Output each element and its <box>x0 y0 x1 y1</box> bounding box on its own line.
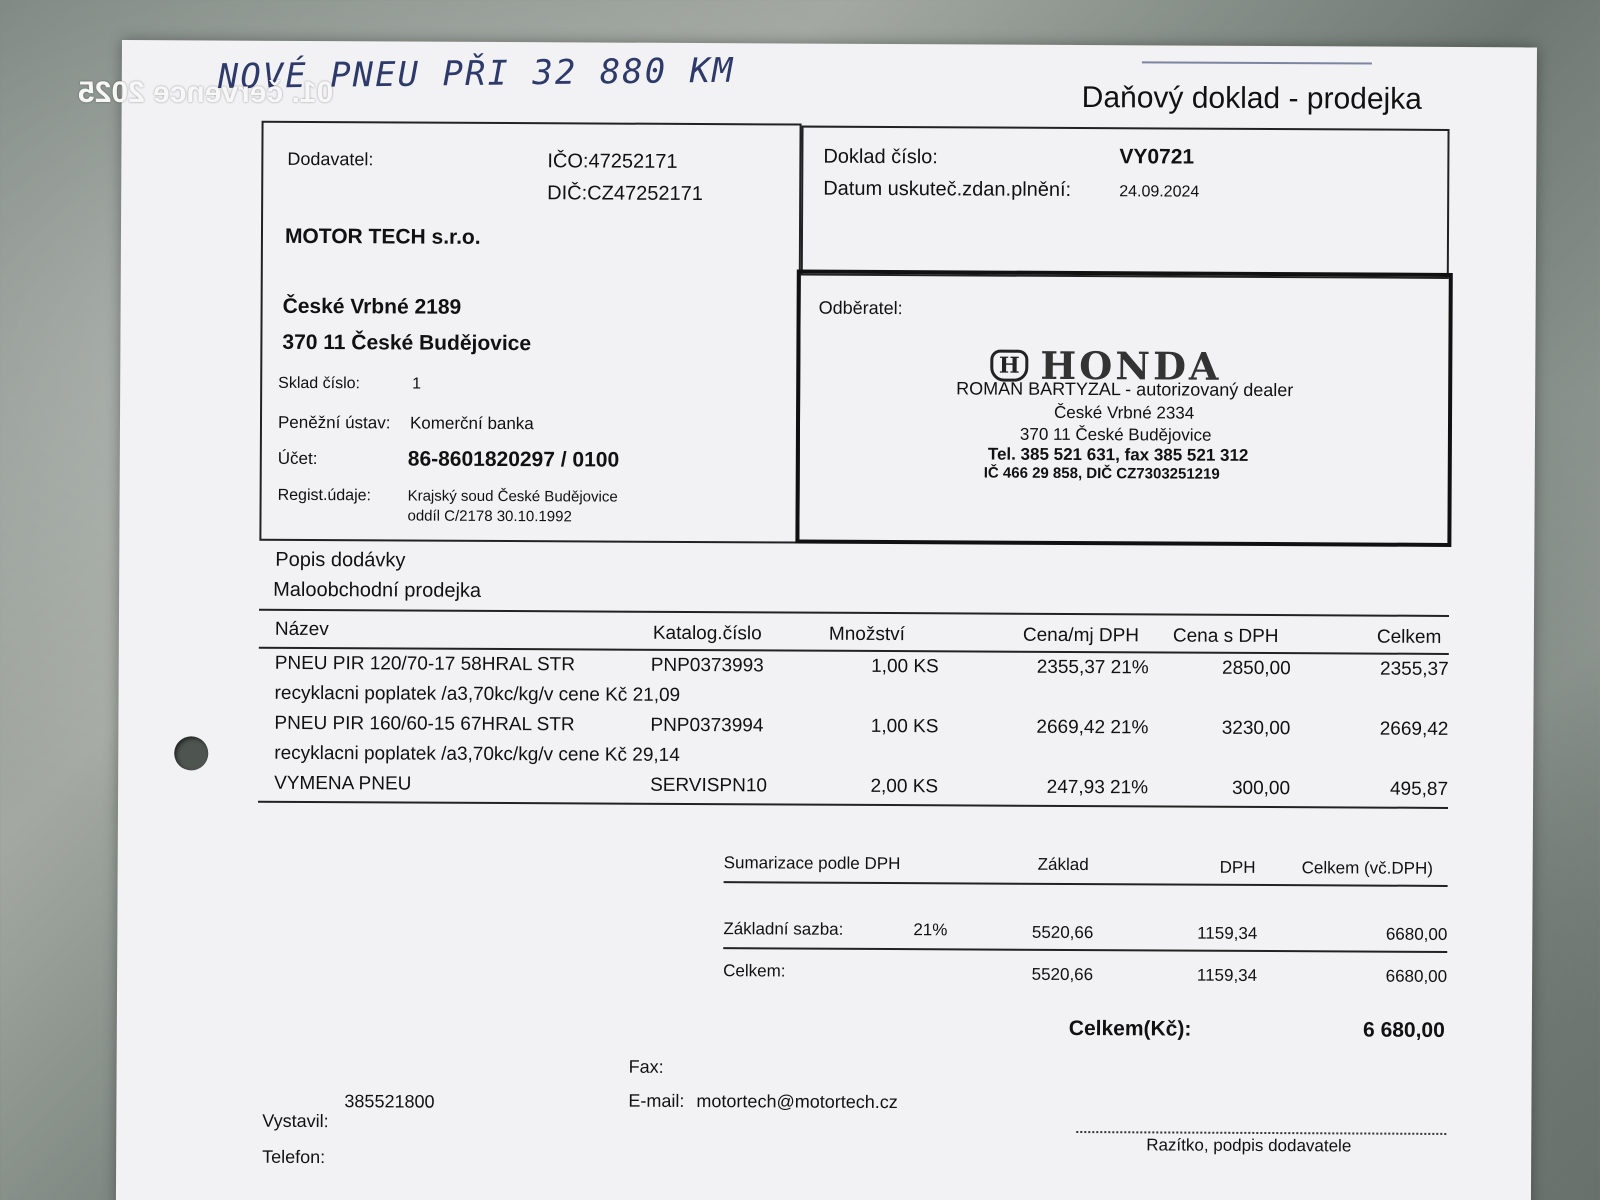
th-total: Celkem <box>1376 626 1442 648</box>
doc-date-value: 24.09.2024 <box>1119 183 1200 201</box>
handwritten-note: NOVÉ PNEU PŘI 32 880 KM <box>217 50 735 98</box>
row-1-price-vat: 2850,00 <box>1221 657 1291 680</box>
grand-total-label: Celkem(Kč): <box>1068 1016 1192 1041</box>
warehouse-label: Sklad číslo: <box>278 374 361 393</box>
supplier-box <box>259 121 801 544</box>
customer-box <box>795 270 1452 547</box>
document-info-box <box>801 126 1450 279</box>
invoice-paper <box>116 40 1537 1200</box>
summary-total-base: 5520,66 <box>1031 964 1094 985</box>
dic-value: CZ47252171 <box>587 182 703 206</box>
table-top-rule <box>259 609 1449 617</box>
customer-line-2: České Vrbné 2334 <box>1054 402 1195 423</box>
summary-header-rule <box>724 881 1448 887</box>
reg-line-2: oddíl C/2178 30.10.1992 <box>407 507 572 526</box>
delivery-type: Maloobchodní prodejka <box>273 578 482 602</box>
grand-total-value: 6 680,00 <box>1363 1018 1445 1042</box>
email-label: E-mail: <box>628 1090 685 1111</box>
customer-line-1: ROMAN BARTYZAL - autorizovaný dealer <box>956 378 1294 401</box>
doc-date-label: Datum uskuteč.zdan.plnění: <box>823 177 1072 201</box>
reg-label: Regist.údaje: <box>277 486 372 505</box>
summary-rate-base: 5520,66 <box>1031 922 1094 943</box>
row-3-qty: 2,00 KS <box>870 775 939 798</box>
summary-rate: 21% <box>913 920 948 940</box>
dic-row <box>547 182 703 206</box>
row-2-price-vat: 3230,00 <box>1221 717 1291 740</box>
customer-line-4: Tel. 385 521 631, fax 385 521 312 <box>987 444 1249 465</box>
summary-rate-total: 6680,00 <box>1385 924 1448 944</box>
punch-hole <box>174 736 208 770</box>
row-1-unit-price: 2355,37 21% <box>1036 656 1149 679</box>
ico-row <box>547 150 677 174</box>
row-3-unit-price: 247,93 21% <box>1046 776 1149 799</box>
honda-wing-icon: H <box>990 349 1028 381</box>
account-label: Účet: <box>277 448 318 469</box>
row-2-catalog: PNP0373994 <box>650 714 764 737</box>
row-1-total: 2355,37 <box>1379 658 1449 680</box>
row-3-price-vat: 300,00 <box>1231 777 1291 800</box>
account-value: 86-8601820297 / 0100 <box>407 447 620 472</box>
row-3-total: 495,87 <box>1389 778 1449 800</box>
row-2-unit-price: 2669,42 21% <box>1036 716 1149 739</box>
signature-label: Razítko, podpis dodavatele <box>1146 1135 1352 1156</box>
row-3-catalog: SERVISPN10 <box>650 774 768 797</box>
summary-th-vat: DPH <box>1219 857 1256 877</box>
row-2-note: recyklacni poplatek /a3,70kc/kg/v cene Kč 29,14 <box>274 742 680 766</box>
supplier-name: MOTOR TECH s.r.o. <box>284 224 481 249</box>
dic-label: DIČ: <box>547 182 588 205</box>
row-1-catalog: PNP0373993 <box>650 654 764 677</box>
phone-value: 385521800 <box>344 1091 435 1112</box>
row-3-name: VYMENA PNEU <box>274 772 412 795</box>
table-bottom-rule <box>258 801 1448 809</box>
th-price-vat: Cena s DPH <box>1172 625 1279 648</box>
signature-line <box>1076 1131 1446 1135</box>
summary-rate-label: Základní sazba: <box>723 919 844 939</box>
th-qty: Množství <box>828 623 905 646</box>
row-2-total: 2669,42 <box>1379 718 1449 740</box>
delivery-label: Popis dodávky <box>275 548 406 572</box>
customer-line-5: IČ 466 29 858, DIČ CZ7303251219 <box>983 464 1220 483</box>
photo-date-stamp: 01. července 2025 <box>78 76 334 109</box>
th-unit-price: Cena/mj DPH <box>1022 624 1140 647</box>
supplier-label: Dodavatel: <box>287 148 374 170</box>
summary-total-vat: 1159,34 <box>1196 965 1258 985</box>
email-value: motortech@motortech.cz <box>696 1091 898 1113</box>
summary-th-base: Základ <box>1037 854 1089 875</box>
row-1-note: recyklacni poplatek /a3,70kc/kg/v cene Kč 21,09 <box>274 682 681 706</box>
phone-label: Telefon: <box>262 1146 326 1168</box>
customer-label: Odběratel: <box>818 297 903 319</box>
th-catalog: Katalog.číslo <box>652 622 762 645</box>
summary-title: Sumarizace podle DPH <box>723 853 901 874</box>
fax-label: Fax: <box>628 1056 664 1077</box>
row-2-qty: 1,00 KS <box>870 715 939 738</box>
doc-number-value: VY0721 <box>1119 145 1195 169</box>
honda-wordmark: HONDA <box>1040 342 1222 389</box>
customer-line-3: 370 11 České Budějovice <box>1019 424 1212 445</box>
summary-mid-rule <box>723 947 1447 953</box>
summary-total-label: Celkem: <box>723 961 786 981</box>
warehouse-value: 1 <box>412 375 422 393</box>
bank-value: Komerční banka <box>409 413 534 434</box>
ico-value: 47252171 <box>588 150 678 173</box>
row-1-qty: 1,00 KS <box>871 655 939 678</box>
document-title: Daňový doklad - prodejka <box>1081 81 1422 116</box>
ico-label: IČO: <box>547 150 589 173</box>
row-2-name: PNEU PIR 160/60-15 67HRAL STR <box>274 712 575 736</box>
summary-th-total: Celkem (vč.DPH) <box>1301 858 1434 878</box>
issued-label: Vystavil: <box>262 1110 329 1132</box>
supplier-street: České Vrbné 2189 <box>282 294 462 319</box>
summary-rate-vat: 1159,34 <box>1197 923 1258 943</box>
bank-label: Peněžní ústav: <box>277 412 391 433</box>
supplier-city: 370 11 České Budějovice <box>282 330 532 356</box>
th-name: Název <box>274 618 329 641</box>
summary-total-total: 6680,00 <box>1385 966 1448 986</box>
row-1-name: PNEU PIR 120/70-17 58HRAL STR <box>274 652 576 676</box>
scribble-mark <box>1142 61 1372 72</box>
reg-line-1: Krajský soud České Budějovice <box>407 487 618 506</box>
doc-number-label: Doklad číslo: <box>823 145 938 169</box>
